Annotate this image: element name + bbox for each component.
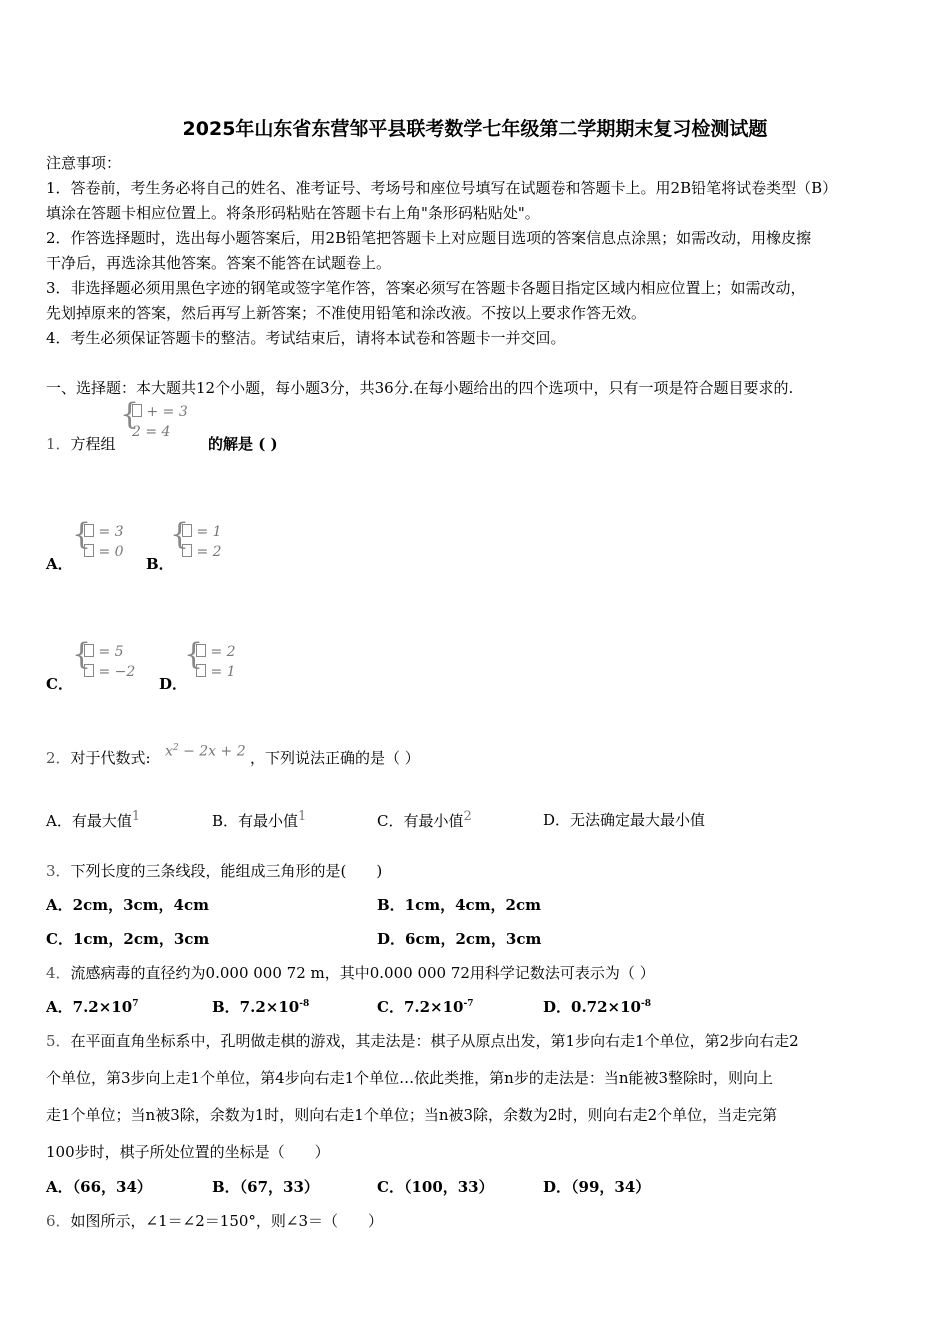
option-c[interactable]: C．（100，33） (377, 1178, 494, 1196)
option-b[interactable]: B．有最小值1 (212, 809, 307, 830)
option-c-system[interactable]: { = 5 = −2 (72, 637, 136, 680)
option-a[interactable]: A．（66，34） (46, 1178, 152, 1196)
option-c-label[interactable]: C． (46, 675, 73, 693)
notice-line: 先划掉原来的答案，然后再写上新答案；不准使用铅笔和涂改液。不按以上要求作答无效。 (46, 304, 647, 322)
question-text: 个单位，第3步向上走1个单位，第4步向右走1个单位…依此类推，第n步的走法是：当n能被3整除时，则向上 (46, 1069, 774, 1087)
question-number: 2． (46, 749, 71, 767)
notice-line: 干净后，再选涂其他答案。答案不能答在试题卷上。 (46, 254, 392, 272)
notice-line: 3．非选择题必须用黑色字迹的钢笔或签字笔作答，答案必须写在答题卡各题目指定区域内相应位置上；如需改动， (46, 279, 806, 297)
question-text: 走1个单位；当n被3除，余数为1时，则向右走1个单位；当n被3除，余数为2时，则向右走2个单位，当走完第 (46, 1106, 778, 1124)
option-a[interactable]: A．$7.2\times 10^7$ (46, 998, 139, 1016)
question-2 (46, 747, 151, 768)
option-d[interactable]: D．无法确定最大最小值 (543, 811, 706, 829)
question-text: 在平面直角坐标系中，孔明做走棋的游戏，其走法是：棋子从原点出发，第1步向右走1个单位，第2步向右走2 (70, 1032, 799, 1050)
section-heading: 一、选择题：本大题共12个小题，每小题3分，共36分.在每小题给出的四个选项中，只有一项是符合题目要求的. (46, 379, 794, 397)
question-4 (46, 962, 655, 983)
question-text: 下列长度的三条线段，能组成三角形的是( ) (70, 862, 383, 880)
option-c[interactable]: C．1cm，2cm，3cm (46, 930, 210, 948)
option-d[interactable]: D．（99，34） (543, 1178, 651, 1196)
option-b[interactable]: B．1cm，4cm，2cm (377, 896, 542, 914)
notice-line: 2．作答选择题时，选出每小题答案后，用2B铅笔把答题卡上对应题目选项的答案信息点涂黑；如需改动，用橡皮擦 (46, 229, 812, 247)
option-b-label[interactable]: B． (146, 555, 174, 573)
option-a[interactable]: A．2cm，3cm，4cm (46, 896, 209, 914)
option-a[interactable]: A．有最大值1 (46, 809, 141, 830)
question-6 (46, 1210, 383, 1231)
question-5 (46, 1030, 799, 1051)
option-d[interactable]: D．$0.72\times 10^{-8}$ (543, 998, 651, 1016)
option-b[interactable]: B．$7.2\times 10^{-8}$ (212, 998, 310, 1016)
option-b-system[interactable]: { = 1 = 2 (170, 517, 222, 560)
option-c[interactable]: C．$7.2\times 10^{-7}$ (377, 998, 474, 1016)
equation-system: { + = 3 2 = 4 (120, 397, 188, 440)
question-text: 对于代数式: (70, 749, 151, 767)
question-1 (46, 433, 116, 454)
question-text: 流感病毒的直径约为0.000 000 72 m，其中0.000 000 72用科学记数法可表示为（ ） (70, 964, 655, 982)
option-d[interactable]: D．6cm，2cm，3cm (377, 930, 542, 948)
question-number: 1． (46, 435, 71, 453)
page-title: 2025年山东省东营邹平县联考数学七年级第二学期期末复习检测试题 (182, 118, 768, 140)
expression: $x^2 - 2x + 2$ (165, 743, 246, 760)
notice-heading: 注意事项： (46, 154, 122, 172)
option-c[interactable]: C．有最小值2 (377, 809, 472, 830)
notice-line: 1．答卷前，考生务必将自己的姓名、准考证号、考场号和座位号填写在试题卷和答题卡上。用2B铅笔将试卷类型（B） (46, 179, 838, 197)
question-text: 如图所示，∠1＝∠2＝150°，则∠3＝（ ） (70, 1212, 384, 1230)
question-text: 的解是 ( ) (208, 435, 278, 453)
option-d-system[interactable]: { = 2 = 1 (184, 637, 236, 680)
question-text: 方程组 (70, 435, 116, 453)
option-b[interactable]: B．（67，33） (212, 1178, 319, 1196)
question-number: 6． (46, 1212, 71, 1230)
question-number: 4． (46, 964, 71, 982)
question-text: 100步时，棋子所处位置的坐标是（ ） (46, 1143, 330, 1161)
option-d-label[interactable]: D． (159, 675, 188, 693)
notice-line: 填涂在答题卡相应位置上。将条形码粘贴在答题卡右上角"条形码粘贴处"。 (46, 204, 540, 222)
notice-line: 4．考生必须保证答题卡的整洁。考试结束后，请将本试卷和答题卡一并交回。 (46, 329, 566, 347)
question-number: 5． (46, 1032, 71, 1050)
question-number: 3． (46, 862, 71, 880)
question-3 (46, 860, 382, 881)
question-text: ，下列说法正确的是（ ） (250, 749, 420, 767)
option-a-label[interactable]: A． (46, 555, 73, 573)
option-a-system[interactable]: { = 3 = 0 (72, 517, 124, 560)
